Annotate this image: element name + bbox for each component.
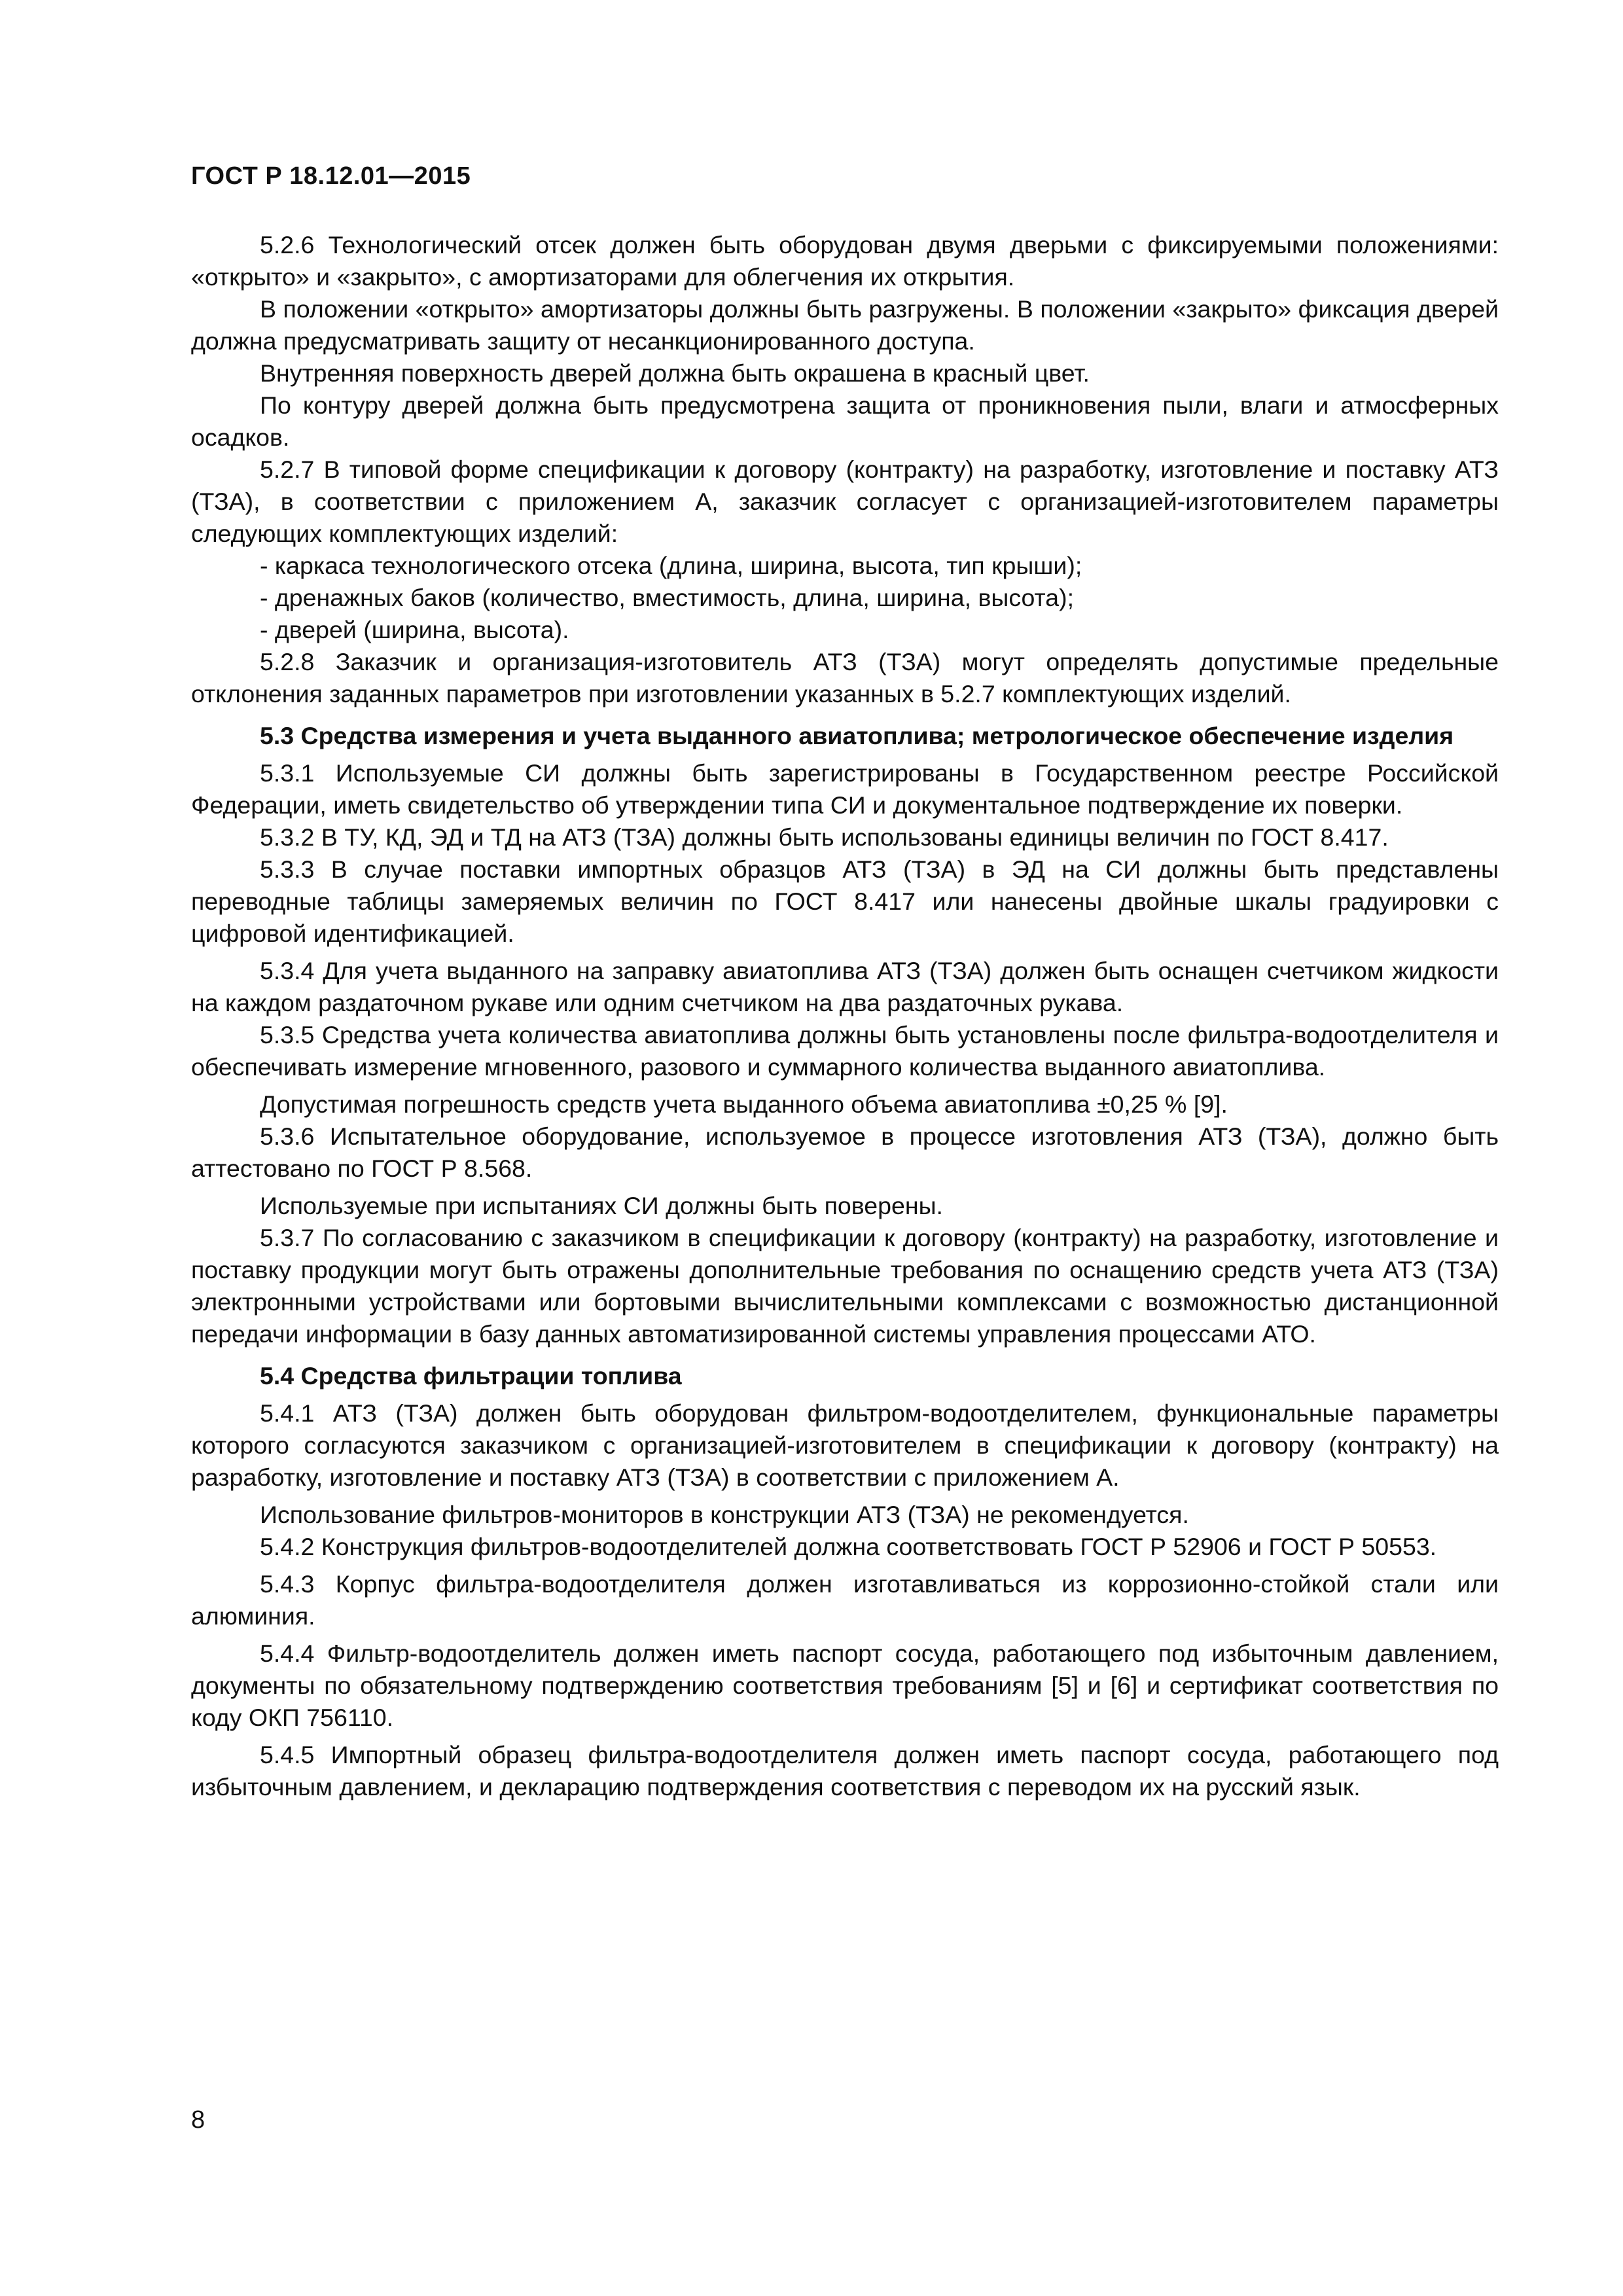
paragraph: Использование фильтров-мониторов в конструкции АТЗ (ТЗА) не рекомендуется. [260,1501,1189,1528]
paragraph: 5.2.6 Технологический отсек должен быть оборудован двумя дверьми с фиксируемыми положениями: «открыто» и «закрыто», с амортизаторами для облегчения их открытия. [191,231,1499,291]
paragraph: Допустимая погрешность средств учета выданного объема авиатоплива ±0,25 % [9]. [260,1090,1228,1118]
paragraph: 5.4.3 Корпус фильтра-водоотделителя должен изготавливаться из коррозионно-стойкой стали или алюминия. [191,1570,1499,1630]
document-body [191,229,1499,1803]
paragraph: 5.4.2 Конструкция фильтров-водоотделителей должна соответствовать ГОСТ Р 52906 и ГОСТ Р 50553. [260,1533,1437,1560]
paragraph: В положении «открыто» амортизаторы должны быть разгружены. В положении «закрыто» фиксация дверей должна предусматривать защиту от несанкционированного доступа. [191,295,1499,355]
paragraph: По контуру дверей должна быть предусмотрена защита от проникновения пыли, влаги и атмосферных осадков. [191,391,1499,451]
paragraph: 5.3.1 Используемые СИ должны быть зарегистрированы в Государственном реестре Российской Федерации, иметь свидетельство об утверждении типа СИ и документальное подтверждение их поверки. [191,759,1499,819]
section-heading: 5.3 Средства измерения и учета выданного авиатоплива; метрологическое обеспечение изделия [260,722,1454,749]
paragraph: - дренажных баков (количество, вместимость, длина, ширина, высота); [260,584,1075,611]
paragraph: 5.2.7 В типовой форме спецификации к договору (контракту) на разработку, изготовление и поставку АТЗ (ТЗА), в соответствии с приложением А, заказчик согласует с организацией-изготовителем параметры следующих комплектующих изделий: [191,456,1499,547]
paragraph: 5.3.3 В случае поставки импортных образцов АТЗ (ТЗА) в ЭД на СИ должны быть представлены переводные таблицы замеряемых величин по ГОСТ 8.417 или нанесены двойные шкалы градуировки с цифровой идентификацией. [191,855,1499,947]
paragraph: - дверей (ширина, высота). [260,616,569,643]
paragraph: Внутренняя поверхность дверей должна быть окрашена в красный цвет. [260,359,1090,387]
paragraph: 5.3.2 В ТУ, КД, ЭД и ТД на АТЗ (ТЗА) должны быть использованы единицы величин по ГОСТ 8.417. [260,823,1389,851]
paragraph: 5.4.1 АТЗ (ТЗА) должен быть оборудован фильтром-водоотделителем, функциональные параметры которого согласуются заказчиком с организацией-изготовителем в спецификации к договору (контракту) на разработку, изготовление и поставку АТЗ (ТЗА) в соответствии с приложением А. [191,1399,1499,1491]
paragraph: 5.4.5 Импортный образец фильтра-водоотделителя должен иметь паспорт сосуда, работающего под избыточным давлением, и декларацию подтверждения соответствия с переводом их на русский язык. [191,1741,1499,1801]
paragraph: 5.3.5 Средства учета количества авиатоплива должны быть установлены после фильтра-водоотделителя и обеспечивать измерение мгновенного, разового и суммарного количества выданного авиатоплива. [191,1021,1499,1081]
document-header: ГОСТ Р 18.12.01—2015 [191,162,471,190]
paragraph: 5.3.4 Для учета выданного на заправку авиатоплива АТЗ (ТЗА) должен быть оснащен счетчиком жидкости на каждом раздаточном рукаве или одним счетчиком на два раздаточных рукава. [191,957,1499,1016]
paragraph: 5.3.7 По согласованию с заказчиком в спецификации к договору (контракту) на разработку, изготовление и поставку продукции могут быть отражены дополнительные требования по оснащению средств учета АТЗ (ТЗА) электронными устройствами или бортовыми вычислительными комплексами с возможностью дистанционной передачи информации в базу данных автоматизированной системы управления процессами АТО. [191,1224,1499,1348]
page-number: 8 [191,2106,205,2134]
paragraph: 5.4.4 Фильтр-водоотделитель должен иметь паспорт сосуда, работающего под избыточным давлением, документы по обязательному подтверждению соответствия требованиям [5] и [6] и сертификат соответствия по коду ОКП 756110. [191,1640,1499,1731]
paragraph: 5.2.8 Заказчик и организация-изготовитель АТЗ (ТЗА) могут определять допустимые предельные отклонения заданных параметров при изготовлении указанных в 5.2.7 комплектующих изделий. [191,648,1499,708]
paragraph: - каркаса технологического отсека (длина, ширина, высота, тип крыши); [260,552,1082,579]
paragraph: 5.3.6 Испытательное оборудование, используемое в процессе изготовления АТЗ (ТЗА), должно быть аттестовано по ГОСТ Р 8.568. [191,1122,1499,1182]
section-heading: 5.4 Средства фильтрации топлива [260,1362,682,1390]
paragraph: Используемые при испытаниях СИ должны быть поверены. [260,1192,943,1219]
